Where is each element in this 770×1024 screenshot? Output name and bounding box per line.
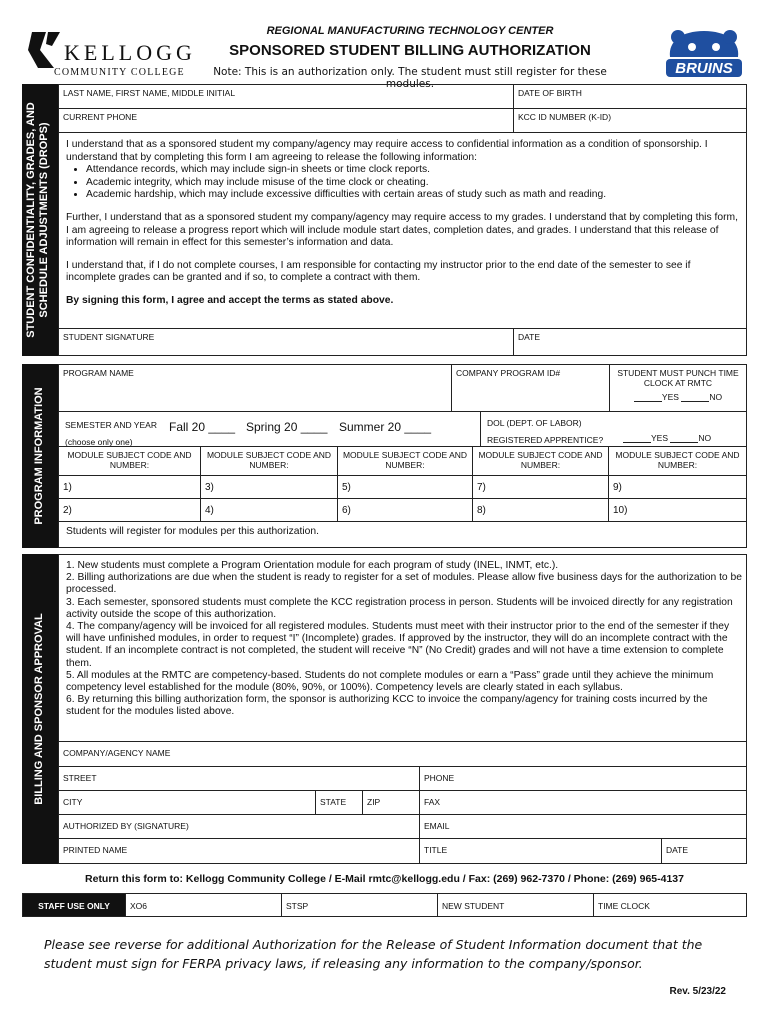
- email-field[interactable]: [419, 814, 747, 839]
- reverse-side-note: Please see reverse for additional Authorization for the Release of Student Information document that the student must sign for FERPA privacy laws, if releasing any information to the company/sponsor.: [44, 937, 703, 971]
- kcc-id-label: KCC ID NUMBER (K-ID): [518, 112, 612, 122]
- current-phone-label: CURRENT PHONE: [63, 112, 137, 122]
- company-name-label: COMPANY/AGENCY NAME: [63, 748, 171, 758]
- semester-field: [58, 411, 481, 447]
- zip-field[interactable]: [362, 790, 420, 815]
- student-name-label: LAST NAME, FIRST NAME, MIDDLE INITIAL: [63, 88, 236, 98]
- fall-option[interactable]: Fall 20 ____: [169, 420, 236, 434]
- phone-field[interactable]: [419, 766, 747, 791]
- staff-use-label: [22, 893, 126, 917]
- list-item: 2. Billing authorizations are due when the student is ready to register for a set of modules. Please allow five business days for the authorization to be processed.: [66, 572, 742, 596]
- module-cell-8[interactable]: 8): [472, 498, 609, 522]
- state-field[interactable]: [315, 790, 363, 815]
- punch-no-checkbox[interactable]: [681, 391, 709, 402]
- city-field[interactable]: [58, 790, 316, 815]
- sidebar-billing-text: BILLING AND SPONSOR APPROVAL: [33, 613, 45, 805]
- logo-main-text: KELLOGG: [64, 40, 196, 65]
- dol-label: DOL (DEPT. OF LABOR): [487, 418, 582, 428]
- authorization-note: Note: This is an authorization only. The student must still register for these modules.: [213, 66, 607, 90]
- module-header-4: MODULE SUBJECT CODE AND NUMBER:: [472, 446, 609, 476]
- punch-yes-checkbox[interactable]: [634, 391, 662, 402]
- street-field[interactable]: [58, 766, 420, 791]
- released-info-list: [66, 164, 742, 202]
- choose-one-label: (choose only one): [65, 437, 133, 447]
- title-label: TITLE: [424, 845, 448, 855]
- form-title: SPONSORED STUDENT BILLING AUTHORIZATION: [229, 42, 591, 59]
- sidebar-confidentiality-text: STUDENT CONFIDENTIALITY, GRADES, AND SCHEDULE ADJUSTMENTS (DROPS): [25, 102, 50, 338]
- module-header-2: MODULE SUBJECT CODE AND NUMBER:: [200, 446, 338, 476]
- list-item: 3. Each semester, sponsored students must complete the KCC registration process in person. Students will be invoiced directly for any registration activity outside the scope of this authorization.: [66, 596, 733, 620]
- student-signature-label: STUDENT SIGNATURE: [63, 332, 155, 342]
- signature-date-field[interactable]: [513, 328, 747, 356]
- fax-label: FAX: [424, 797, 441, 807]
- spring-option[interactable]: Spring 20 ____: [246, 420, 328, 434]
- register-note: Students will register for modules per this authorization.: [66, 526, 319, 537]
- list-item: • Academic integrity, which may include misuse of the time clock or cheating.: [86, 177, 742, 190]
- sponsor-date-field[interactable]: [661, 838, 747, 864]
- module-cell-5[interactable]: 5): [337, 475, 473, 499]
- logo-sub-text: COMMUNITY COLLEGE: [54, 67, 185, 78]
- mascot-text: BRUINS: [675, 60, 733, 77]
- list-item: • Academic hardship, which may include excessive difficulties with certain areas of study such as math and reading.: [86, 189, 742, 202]
- module-cell-9[interactable]: 9): [608, 475, 747, 499]
- apprentice-yes-label: YES: [651, 433, 669, 443]
- confidentiality-paragraph-3: I understand that, if I do not complete courses, I am responsible for contacting my instructor prior to the end date of the semester to see if incomplete grades can be granted and if so, to complete a contract with them.: [66, 259, 691, 284]
- xo6-field[interactable]: [125, 893, 282, 917]
- punch-yes-label: YES: [661, 392, 679, 402]
- module-cell-6[interactable]: 6): [337, 498, 473, 522]
- xo6-label: XO6: [130, 901, 148, 911]
- list-item: 6. By returning this billing authorization form, the sponsor is authorizing KCC to invoice the company/agency for training costs incurred by the student for the modules listed above.: [66, 694, 708, 718]
- student-signature-field[interactable]: [58, 328, 514, 356]
- summer-option[interactable]: Summer 20 ____: [339, 420, 432, 434]
- title-field[interactable]: [419, 838, 662, 864]
- date-of-birth-field[interactable]: [513, 84, 747, 109]
- apprentice-no-checkbox[interactable]: [670, 432, 698, 443]
- program-name-label: PROGRAM NAME: [63, 368, 134, 378]
- city-label: CITY: [63, 797, 83, 807]
- return-instructions: Return this form to: Kellogg Community College / E-Mail rmtc@kellogg.edu / Fax: (269) 962-7370 / Phone: (269) 965-4137: [85, 873, 684, 885]
- company-program-id-label: COMPANY PROGRAM ID#: [456, 368, 561, 378]
- module-header-3: MODULE SUBJECT CODE AND NUMBER:: [337, 446, 473, 476]
- punch-no-label: NO: [709, 392, 723, 402]
- module-header-5: MODULE SUBJECT CODE AND NUMBER:: [608, 446, 747, 476]
- revision-date: Rev. 5/23/22: [669, 986, 726, 997]
- module-cell-10[interactable]: 10): [608, 498, 747, 522]
- street-label: STREET: [63, 773, 97, 783]
- company-name-field[interactable]: [58, 741, 747, 767]
- state-label: STATE: [320, 797, 347, 807]
- printed-name-label: PRINTED NAME: [63, 845, 128, 855]
- semester-label: SEMESTER AND YEAR: [65, 420, 157, 430]
- sponsor-date-label: DATE: [666, 845, 689, 855]
- apprentice-no-label: NO: [698, 433, 712, 443]
- signature-date-label: DATE: [518, 332, 541, 342]
- billing-terms: [66, 560, 742, 719]
- sidebar-program: [22, 364, 58, 548]
- confidentiality-paragraph-2: Further, I understand that as a sponsored student my company/agency may require access to my grades. I understand that by completing this form, I am agreeing to release a progress report which will include module start dates, completion dates, and grades. I understand that this release of information will remain in effect for this semester’s information and data.: [66, 211, 738, 249]
- punch-time-clock-field: [609, 364, 747, 412]
- student-name-field[interactable]: [58, 84, 514, 109]
- module-cell-7[interactable]: 7): [472, 475, 609, 499]
- module-cell-3[interactable]: 3): [200, 475, 338, 499]
- zip-label: ZIP: [367, 797, 381, 807]
- date-of-birth-label: DATE OF BIRTH: [518, 88, 582, 98]
- authorized-signature-label: AUTHORIZED BY (SIGNATURE): [63, 821, 189, 831]
- apprentice-label: REGISTERED APPRENTICE?: [487, 435, 604, 445]
- confidentiality-paragraph-1: I understand that as a sponsored student my company/agency may require access to confidential information as a condition of sponsorship. I understand that by completing this form I am agreeing to release the following information:: [66, 139, 708, 163]
- sidebar-program-text: PROGRAM INFORMATION: [33, 387, 45, 525]
- list-item: 1. New students must complete a Program Orientation module for each program of study (INEL, INMT, etc.).: [66, 560, 559, 571]
- kcc-logo-mark-icon: [24, 30, 64, 70]
- dol-apprentice-field: [480, 411, 747, 447]
- confidentiality-text: [66, 139, 742, 308]
- center-name: REGIONAL MANUFACTURING TECHNOLOGY CENTER: [266, 25, 554, 37]
- apprentice-yes-checkbox[interactable]: [623, 432, 651, 443]
- printed-name-field[interactable]: [58, 838, 420, 864]
- list-item: • Attendance records, which may include sign-in sheets or time clock reports.: [86, 164, 742, 177]
- kcc-id-field[interactable]: [513, 108, 747, 133]
- program-name-field[interactable]: [58, 364, 452, 412]
- kcc-logo: [22, 30, 196, 82]
- module-cell-4[interactable]: 4): [200, 498, 338, 522]
- sidebar-confidentiality: [22, 84, 58, 356]
- bruins-mascot: [664, 27, 744, 79]
- module-header-1: MODULE SUBJECT CODE AND NUMBER:: [58, 446, 201, 476]
- list-item: 4. The company/agency will be invoiced for all registered modules. Students must meet with their instructor prior to the end of the semester if they will have unfinished modules, in order to request “I” (Incomplete) grades. If approved by the instructor, they will do an incomplete contract with the student. If an incomplete contract is not completed, the student will receive “N” (No Credit) grades and will not have a time extension to complete them.: [66, 621, 730, 669]
- time-clock-field[interactable]: [593, 893, 747, 917]
- time-clock-label: TIME CLOCK: [598, 901, 650, 911]
- list-item: 5. All modules at the RMTC are competency-based. Students do not complete modules or earn a “Pass” grade until they achieve the minimum competency level established for the module (80%, 90%, or 100%). Competency levels are clearly stated in each syllabus.: [66, 669, 714, 694]
- authorized-signature-field[interactable]: [58, 814, 420, 839]
- new-student-label: NEW STUDENT: [442, 901, 505, 911]
- module-cell-2[interactable]: 2): [58, 498, 201, 522]
- phone-label: PHONE: [424, 773, 455, 783]
- new-student-field[interactable]: [437, 893, 594, 917]
- current-phone-field[interactable]: [58, 108, 514, 133]
- company-program-id-field[interactable]: [451, 364, 610, 412]
- staff-use-text: STAFF USE ONLY: [38, 901, 110, 911]
- staff-use-row: [22, 893, 747, 917]
- email-label: EMAIL: [424, 821, 450, 831]
- agreement-statement: By signing this form, I agree and accept the terms as stated above.: [66, 294, 394, 306]
- module-cell-1[interactable]: 1): [58, 475, 201, 499]
- punch-time-clock-label: STUDENT MUST PUNCH TIME CLOCK AT RMTC: [617, 368, 739, 388]
- fax-field[interactable]: [419, 790, 747, 815]
- sidebar-billing: [22, 554, 58, 864]
- stsp-label: STSP: [286, 901, 309, 911]
- stsp-field[interactable]: [281, 893, 438, 917]
